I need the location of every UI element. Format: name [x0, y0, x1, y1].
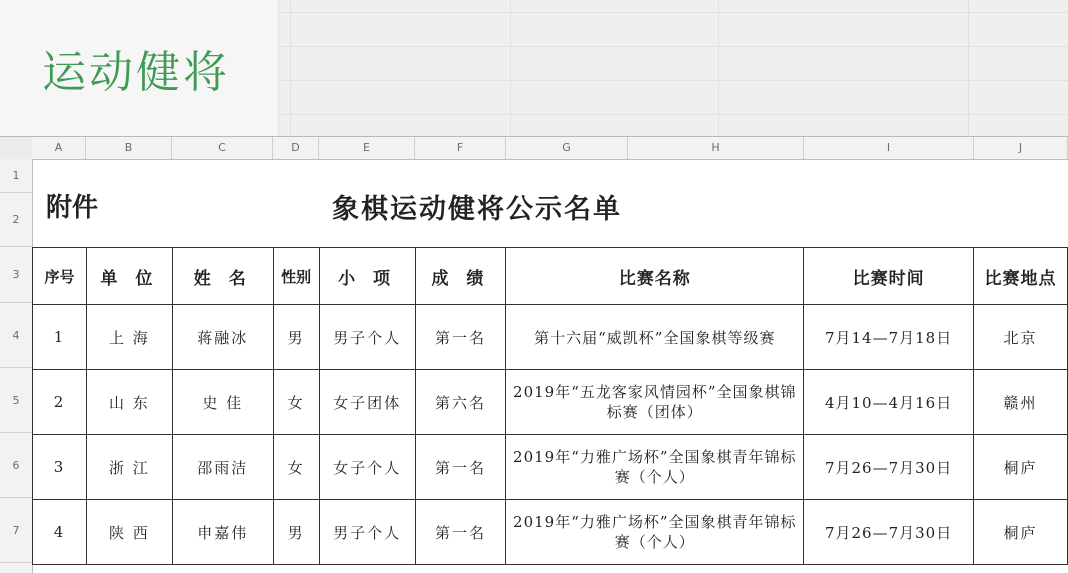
column-header-d[interactable]: D	[273, 137, 319, 159]
cell-unit[interactable]: 山 东	[86, 370, 172, 435]
cell-result[interactable]: 第一名	[415, 305, 506, 370]
row-header-3[interactable]: 3	[0, 247, 32, 303]
column-header-a[interactable]: A	[32, 137, 86, 159]
cell-grid	[32, 159, 1068, 573]
cell-location[interactable]: 桐庐	[974, 500, 1068, 565]
top-panel	[0, 0, 1068, 136]
cell-index[interactable]: 3	[33, 435, 87, 500]
cell-index[interactable]: 1	[33, 305, 87, 370]
cell-unit[interactable]: 上 海	[86, 305, 172, 370]
header-gender[interactable]: 性别	[273, 248, 319, 305]
cell-name[interactable]: 申嘉伟	[172, 500, 273, 565]
header-event[interactable]: 小 项	[319, 248, 415, 305]
cell-gender[interactable]: 男	[273, 305, 319, 370]
column-headers	[32, 137, 1068, 160]
column-header-h[interactable]: H	[628, 137, 804, 159]
cell-event[interactable]: 女子团体	[319, 370, 415, 435]
row-header-7[interactable]: 7	[0, 498, 32, 563]
cell-name[interactable]: 邵雨洁	[172, 435, 273, 500]
column-header-j[interactable]: J	[974, 137, 1068, 159]
column-header-f[interactable]: F	[415, 137, 506, 159]
cell-date[interactable]: 7月26—7月30日	[804, 435, 974, 500]
table-row	[33, 435, 1068, 500]
column-header-b[interactable]: B	[86, 137, 172, 159]
row-header-4[interactable]: 4	[0, 303, 32, 368]
cell-unit[interactable]: 陕 西	[86, 500, 172, 565]
row-header-5[interactable]: 5	[0, 368, 32, 433]
cell-competition[interactable]: 2019年“五龙客家风情园杯”全国象棋锦标赛（团体）	[506, 370, 804, 435]
cell-location[interactable]: 桐庐	[974, 435, 1068, 500]
row-header-1[interactable]: 1	[0, 159, 32, 193]
title-box	[0, 0, 279, 136]
select-all-corner[interactable]	[0, 137, 33, 160]
header-date[interactable]: 比赛时间	[804, 248, 974, 305]
table-row	[33, 500, 1068, 565]
header-unit[interactable]: 单 位	[86, 248, 172, 305]
header-index[interactable]: 序号	[33, 248, 87, 305]
cell-location[interactable]: 赣州	[974, 370, 1068, 435]
cell-gender[interactable]: 男	[273, 500, 319, 565]
cell-unit[interactable]: 浙 江	[86, 435, 172, 500]
header-result[interactable]: 成 绩	[415, 248, 506, 305]
cell-result[interactable]: 第六名	[415, 370, 506, 435]
cell-result[interactable]: 第一名	[415, 435, 506, 500]
cell-index[interactable]: 4	[33, 500, 87, 565]
row-headers	[0, 159, 33, 573]
cell-event[interactable]: 男子个人	[319, 305, 415, 370]
header-location[interactable]: 比赛地点	[974, 248, 1068, 305]
column-header-e[interactable]: E	[319, 137, 415, 159]
cell-name[interactable]: 蒋融冰	[172, 305, 273, 370]
attachment-label[interactable]: 附件	[46, 193, 99, 223]
roster-table	[32, 247, 1068, 565]
cell-competition[interactable]: 2019年“力雅广场杯”全国象棋青年锦标赛（个人）	[506, 500, 804, 565]
column-header-g[interactable]: G	[506, 137, 628, 159]
cell-competition[interactable]: 第十六届“威凯杯”全国象棋等级赛	[506, 305, 804, 370]
cell-date[interactable]: 7月14—7月18日	[804, 305, 974, 370]
table-row	[33, 305, 1068, 370]
cell-index[interactable]: 2	[33, 370, 87, 435]
cell-result[interactable]: 第一名	[415, 500, 506, 565]
cell-date[interactable]: 4月10—4月16日	[804, 370, 974, 435]
header-row	[33, 248, 1068, 305]
cell-date[interactable]: 7月26—7月30日	[804, 500, 974, 565]
cell-gender[interactable]: 女	[273, 435, 319, 500]
column-header-i[interactable]: I	[804, 137, 974, 159]
cell-location[interactable]: 北京	[974, 305, 1068, 370]
cell-name[interactable]: 史 佳	[172, 370, 273, 435]
spreadsheet	[0, 136, 1068, 573]
column-header-c[interactable]: C	[172, 137, 273, 159]
document-title[interactable]: 象棋运动健将公示名单	[332, 194, 622, 225]
background-cell-grid	[278, 0, 1068, 136]
cell-event[interactable]: 男子个人	[319, 500, 415, 565]
header-competition[interactable]: 比赛名称	[506, 248, 804, 305]
header-name[interactable]: 姓 名	[172, 248, 273, 305]
app-title: 运动健将	[42, 47, 230, 98]
cell-event[interactable]: 女子个人	[319, 435, 415, 500]
table-row	[33, 370, 1068, 435]
row-header-2[interactable]: 2	[0, 193, 32, 247]
row-header-6[interactable]: 6	[0, 433, 32, 498]
cell-gender[interactable]: 女	[273, 370, 319, 435]
cell-competition[interactable]: 2019年“力雅广场杯”全国象棋青年锦标赛（个人）	[506, 435, 804, 500]
